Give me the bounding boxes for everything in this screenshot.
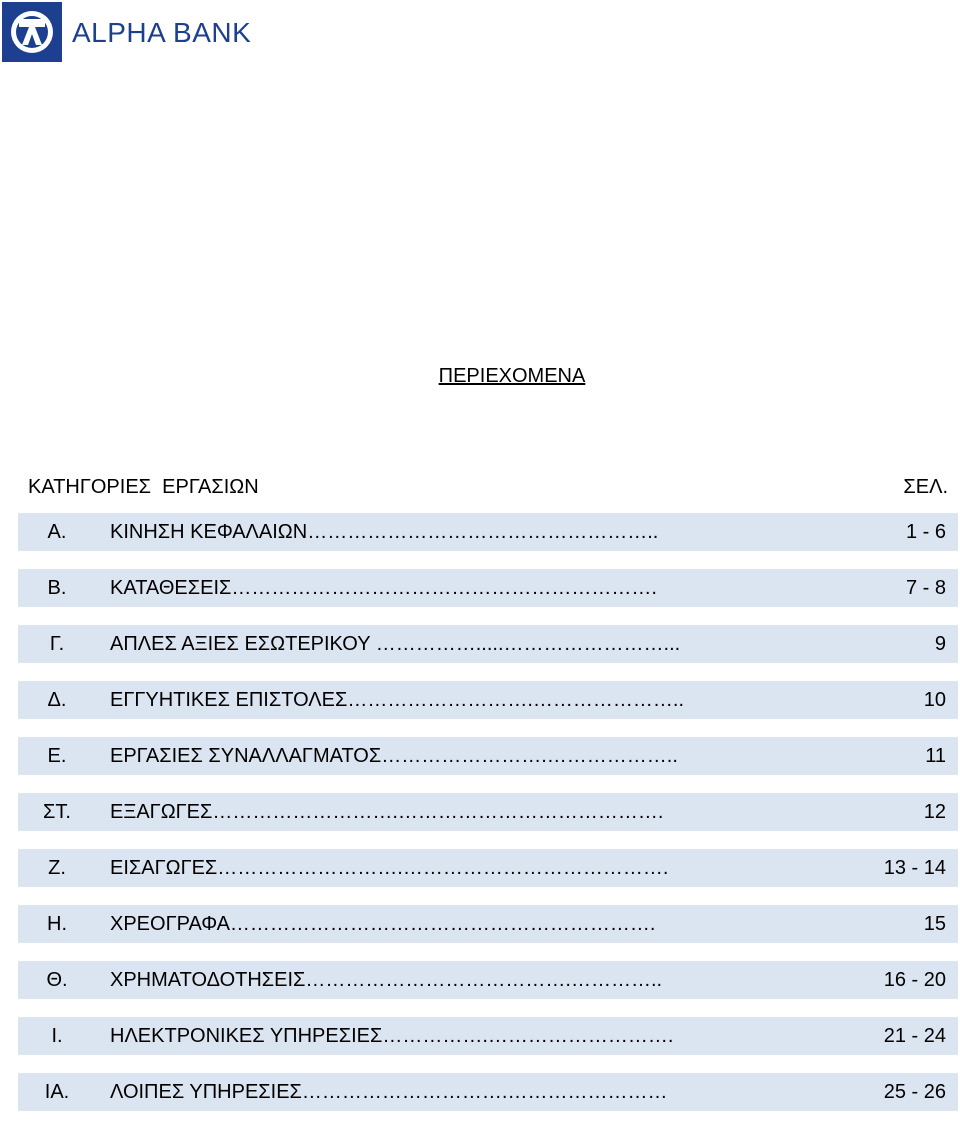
toc-row [18,793,958,831]
toc-page-range: 1 - 6 [905,521,946,543]
toc-row [18,625,958,663]
toc-section-letter: Γ. [49,632,65,655]
toc-page-range: 12 [923,801,946,823]
toc-section-label: ΚΑΤΑΘΕΣΕΙΣ………………………………………………………. [110,577,657,599]
toc-section-letter: Β. [47,576,67,599]
toc-section-letter: Δ. [47,688,67,711]
toc-row [18,569,958,607]
toc-section-label: ΧΡΕΟΓΡΑΦΑ………………………………………………………. [110,913,656,935]
toc-header-page: ΣΕΛ. [903,475,948,498]
toc-section-label: ΕΡΓΑΣΙΕΣ ΣΥΝΑΛΛΑΓΜΑΤΟΣ…………………….……………….. [110,745,678,767]
toc-row [18,905,958,943]
toc-section-label: ΚΙΝΗΣΗ ΚΕΦΑΛΑΙΩΝ…………………………………………….. [110,521,659,543]
toc-section-letter: ΣΤ. [43,800,71,823]
toc-section-label: ΕΙΣΑΓΩΓΕΣ……………………….…………………………………. [110,857,669,879]
toc-row [18,737,958,775]
toc-header-categories: ΚΑΤΗΓΟΡΙΕΣ ΕΡΓΑΣΙΩΝ [28,475,259,498]
toc-section-label: ΕΞΑΓΩΓΕΣ……………………….…………………………………. [110,801,664,823]
toc-row [18,681,958,719]
toc-page-range: 9 [934,633,946,655]
toc-row [18,1073,958,1111]
toc-page-range: 11 [925,745,946,767]
toc-page-range: 13 - 14 [883,857,946,879]
toc-row [18,513,958,551]
toc-section-label: ΧΡΗΜΑΤΟΔΟΤΗΣΕΙΣ………………………………….………….. [110,969,663,991]
toc-section-letter: Ι. [51,1024,63,1047]
toc-row [18,1017,958,1055]
toc-section-letter: Α. [47,520,67,543]
toc-page-range: 21 - 24 [883,1025,946,1047]
toc-section-letter: ΙΑ. [44,1080,70,1103]
toc-row [18,849,958,887]
toc-page-range: 16 - 20 [883,969,946,991]
toc-section-label: ΕΓΓΥΗΤΙΚΕΣ ΕΠΙΣΤΟΛΕΣ……………………….………………….. [110,689,685,711]
toc-section-letter: Θ. [46,968,68,991]
alpha-bank-logo [2,2,251,62]
toc-page-range: 7 - 8 [905,577,946,599]
toc-row [18,961,958,999]
toc-header [28,475,948,499]
table-of-contents [18,513,958,1129]
toc-page-range: 25 - 26 [883,1081,946,1103]
toc-section-letter: Ζ. [48,856,66,879]
logo-text: ALPHA BANK [72,17,252,48]
toc-section-letter: Η. [47,912,67,935]
alpha-bank-emblem-icon [2,2,62,62]
toc-page-range: 10 [923,689,946,711]
toc-page-range: 15 [923,913,946,935]
toc-section-label: ΛΟΙΠΕΣ ΥΠΗΡΕΣΙΕΣ………………………….…………………… [110,1081,668,1103]
page-title: ΠΕΡΙΕΧΟΜΕΝΑ [438,365,586,387]
toc-section-label: ΑΠΛΕΣ ΑΞΙΕΣ ΕΣΩΤΕΡΙΚΟΥ …………….....……………………... [110,633,681,655]
toc-section-letter: Ε. [47,744,67,767]
toc-section-label: ΗΛΕΚΤΡΟΝΙΚΕΣ ΥΠΗΡΕΣΙΕΣ…………….………………………. [110,1025,674,1047]
